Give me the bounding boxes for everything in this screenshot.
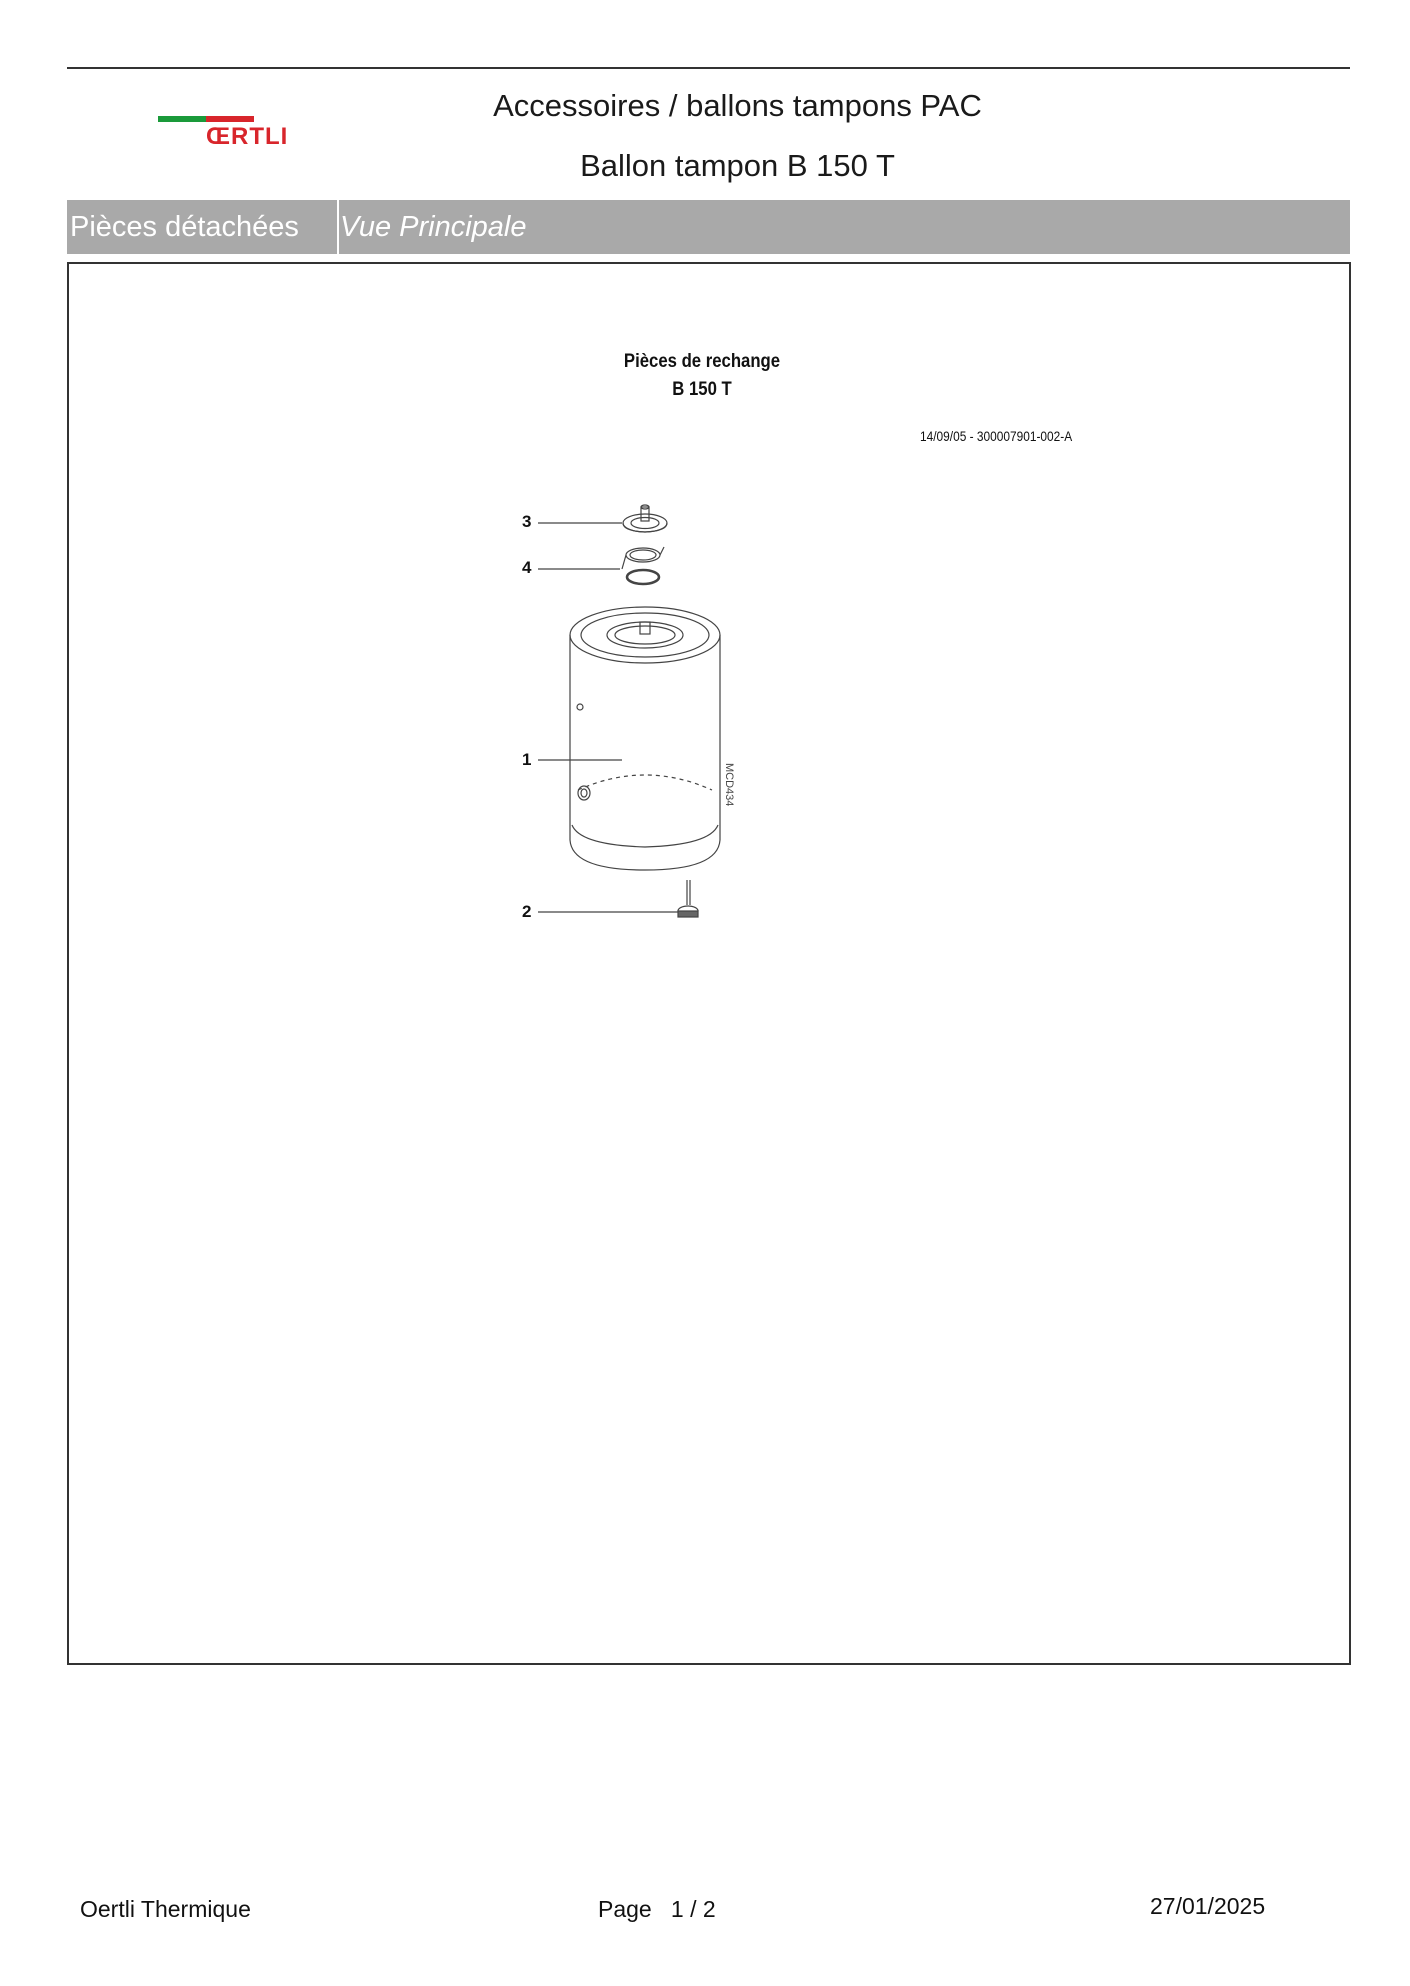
diagram-frame <box>67 262 1351 1665</box>
diagram-reference: 14/09/05 - 300007901-002-A <box>920 428 1073 444</box>
section-bar <box>67 200 1350 254</box>
tab-spare-parts[interactable]: Pièces détachées <box>67 200 339 254</box>
footer-company: Oertli Thermique <box>80 1896 251 1922</box>
side-code-label: MCD434 <box>723 763 735 807</box>
adjustable-foot-part <box>678 880 698 917</box>
logo-red-bar <box>206 116 254 122</box>
tank-body-part <box>570 607 720 870</box>
callout-2: 2 <box>522 902 532 921</box>
footer-pagination <box>598 1896 716 1923</box>
callout-3: 3 <box>522 512 532 531</box>
callout-1: 1 <box>522 750 532 769</box>
gasket-part <box>622 547 664 584</box>
page-separator: / <box>690 1896 697 1922</box>
flange-cover-part <box>623 505 667 532</box>
footer-date: 27/01/2025 <box>1150 1893 1266 1919</box>
logo-green-bar <box>158 116 206 122</box>
document-subtitle: Ballon tampon B 150 T <box>580 148 895 183</box>
document-title: Accessoires / ballons tampons PAC <box>493 88 982 123</box>
page-label: Page <box>598 1896 652 1922</box>
tank-exploded-view <box>510 495 770 935</box>
callout-4: 4 <box>522 558 532 577</box>
page-total: 2 <box>702 1896 716 1922</box>
top-rule <box>67 67 1350 69</box>
oertli-logo <box>158 113 308 153</box>
page-current: 1 <box>670 1896 684 1922</box>
tab-main-view[interactable]: Vue Principale <box>340 211 527 243</box>
diagram-title: Pièces de rechange <box>623 351 781 372</box>
diagram-model: B 150 T <box>672 379 732 400</box>
logo-text: ŒRTLI <box>206 123 289 150</box>
